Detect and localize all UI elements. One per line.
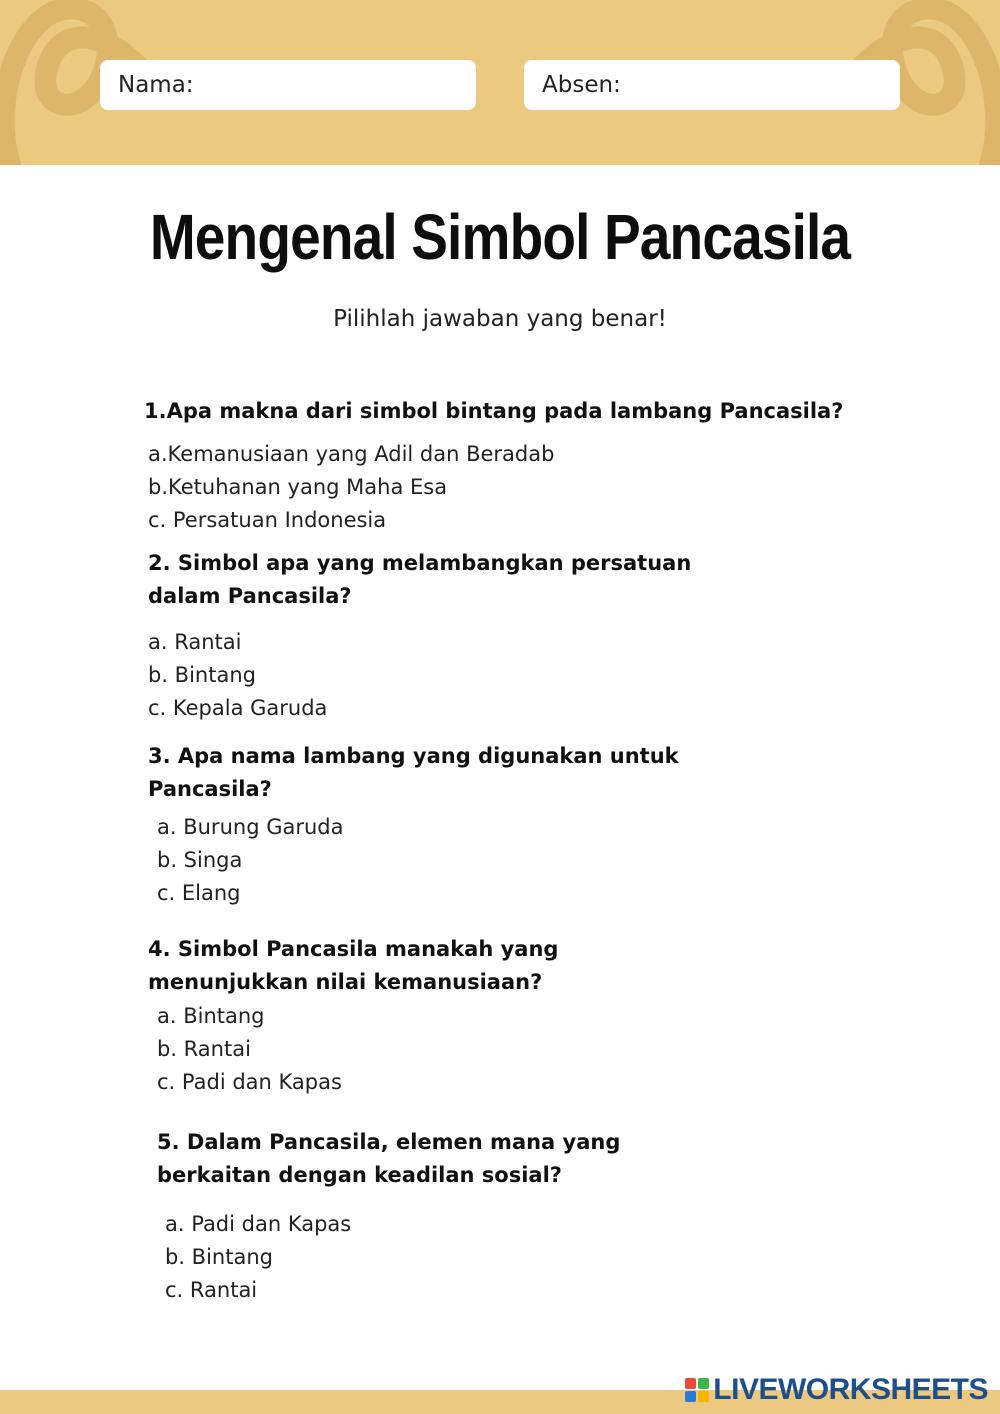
question-2-line-2: dalam Pancasila?: [148, 584, 352, 608]
question-2-option-b[interactable]: b. Bintang: [148, 663, 256, 687]
question-3-line-2: Pancasila?: [148, 777, 272, 801]
question-1: 1.Apa makna dari simbol bintang pada lambang Pancasila?: [144, 399, 844, 423]
question-5-line-1: 5. Dalam Pancasila, elemen mana yang: [157, 1130, 621, 1154]
question-1-option-c[interactable]: c. Persatuan Indonesia: [148, 508, 387, 532]
question-1-option-b[interactable]: b.Ketuhanan yang Maha Esa: [148, 475, 448, 499]
attendance-number-field[interactable]: [524, 60, 900, 110]
question-5-option-a[interactable]: a. Padi dan Kapas: [165, 1212, 352, 1236]
header-band: [0, 0, 1000, 165]
question-4-options: [157, 1000, 342, 1099]
page-title: Mengenal Simbol Pancasila: [149, 201, 851, 273]
question-5-option-b[interactable]: b. Bintang: [165, 1245, 273, 1269]
question-4: [148, 933, 558, 999]
question-4-option-a[interactable]: a. Bintang: [157, 1004, 265, 1028]
question-2-line-1: 2. Simbol apa yang melambangkan persatuan: [148, 551, 692, 575]
question-3-line-1: 3. Apa nama lambang yang digunakan untuk: [148, 744, 679, 768]
question-1-option-a[interactable]: a.Kemanusiaan yang Adil dan Beradab: [148, 442, 555, 466]
liveworksheets-logo-icon: [685, 1378, 709, 1402]
question-3: [148, 740, 679, 806]
absen-label: Absen:: [542, 72, 621, 98]
question-1-options: [148, 438, 554, 537]
question-4-option-b[interactable]: b. Rantai: [157, 1037, 251, 1061]
question-4-line-1: 4. Simbol Pancasila manakah yang: [148, 937, 559, 961]
question-5: [157, 1126, 620, 1192]
page-subtitle: Pilihlah jawaban yang benar!: [333, 306, 667, 332]
liveworksheets-brand[interactable]: [685, 1372, 988, 1408]
question-5-options: [165, 1208, 351, 1307]
question-5-option-c[interactable]: c. Rantai: [165, 1278, 258, 1302]
name-field[interactable]: [100, 60, 476, 110]
question-3-option-a[interactable]: a. Burung Garuda: [157, 815, 344, 839]
question-3-options: [157, 811, 343, 910]
question-3-option-c[interactable]: c. Elang: [157, 881, 241, 905]
question-4-line-2: menunjukkan nilai kemanusiaan?: [148, 970, 543, 994]
question-5-line-2: berkaitan dengan keadilan sosial?: [157, 1163, 562, 1187]
brand-name: LIVEWORKSHEETS: [713, 1373, 988, 1406]
question-4-option-c[interactable]: c. Padi dan Kapas: [157, 1070, 342, 1094]
question-2-options: [148, 626, 327, 725]
question-3-option-b[interactable]: b. Singa: [157, 848, 243, 872]
name-label: Nama:: [118, 72, 194, 98]
question-2-option-a[interactable]: a. Rantai: [148, 630, 242, 654]
question-2: [148, 547, 691, 613]
question-2-option-c[interactable]: c. Kepala Garuda: [148, 696, 328, 720]
